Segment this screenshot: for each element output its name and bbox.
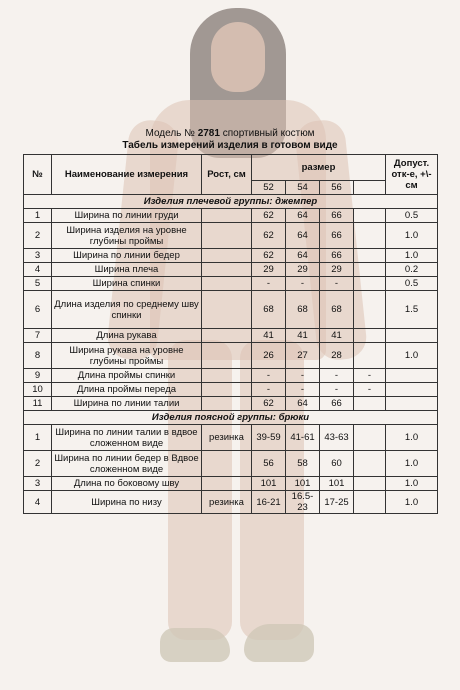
model-number: 2781 [197,128,220,139]
row-size-extra: - [354,369,386,383]
table-row [24,425,438,451]
row-size-54: - [286,383,320,397]
row-size-54: 64 [286,209,320,223]
row-height [202,249,252,263]
row-size-56: 17-25 [320,491,354,514]
row-size-52: - [252,277,286,291]
row-size-52: 16-21 [252,491,286,514]
row-tolerance: 1.0 [386,343,438,369]
table-row [24,451,438,477]
row-height [202,263,252,277]
row-size-54: - [286,277,320,291]
row-size-extra [354,263,386,277]
row-number: 6 [24,291,52,329]
row-name: Ширина спинки [52,277,202,291]
row-size-54: 41 [286,329,320,343]
row-size-extra [354,209,386,223]
row-size-extra [354,425,386,451]
row-size-56: 66 [320,249,354,263]
row-size-54: 101 [286,477,320,491]
row-number: 4 [24,491,52,514]
row-size-54: 68 [286,291,320,329]
row-tolerance: 1.0 [386,249,438,263]
row-number: 3 [24,477,52,491]
row-tolerance: 1.0 [386,477,438,491]
model-face [211,22,265,92]
model-name: спортивный костюм [222,128,315,139]
row-height [202,277,252,291]
row-name: Ширина по линии талии в вдвое сложенном виде [52,425,202,451]
row-number: 4 [24,263,52,277]
row-size-52: 39-59 [252,425,286,451]
row-size-56: 101 [320,477,354,491]
row-height [202,209,252,223]
row-height: резинка [202,491,252,514]
row-tolerance: 1.0 [386,425,438,451]
row-name: Длина проймы переда [52,383,202,397]
table-row [24,263,438,277]
row-size-56: 66 [320,397,354,411]
measurement-table [23,154,438,514]
table-row [24,209,438,223]
row-size-52: 62 [252,223,286,249]
row-tolerance [386,397,438,411]
row-tolerance: 1.0 [386,451,438,477]
row-number: 8 [24,343,52,369]
header-size-52: 52 [252,181,286,195]
row-size-56: 60 [320,451,354,477]
row-tolerance [386,383,438,397]
row-name: Длина изделия по среднему шву спинки [52,291,202,329]
row-size-extra [354,277,386,291]
row-size-52: 26 [252,343,286,369]
row-name: Ширина изделия на уровне глубины проймы [52,223,202,249]
row-height [202,383,252,397]
row-size-extra [354,491,386,514]
row-height [202,397,252,411]
section-top-title: Изделия плечевой группы: джемпер [24,195,438,209]
table-row [24,291,438,329]
row-size-52: 62 [252,397,286,411]
row-size-56: 68 [320,291,354,329]
row-number: 10 [24,383,52,397]
row-size-56: 29 [320,263,354,277]
model-shoe-right [244,624,314,662]
row-number: 9 [24,369,52,383]
table-row [24,397,438,411]
row-height [202,477,252,491]
header-tolerance: Допуст. отк-е, +\-см [386,155,438,195]
section-bottom [24,411,438,425]
row-size-52: 41 [252,329,286,343]
row-size-54: 64 [286,397,320,411]
row-size-52: - [252,369,286,383]
measurement-sheet [23,128,437,514]
row-size-56: - [320,277,354,291]
header-size-54: 54 [286,181,320,195]
header-size: размер [252,155,386,181]
row-size-52: 29 [252,263,286,277]
row-number: 3 [24,249,52,263]
row-size-52: 101 [252,477,286,491]
row-size-56: 66 [320,223,354,249]
row-size-54: 58 [286,451,320,477]
row-size-extra [354,329,386,343]
header-size-extra [354,181,386,195]
row-height [202,223,252,249]
table-row [24,491,438,514]
row-size-52: 62 [252,249,286,263]
row-number: 11 [24,397,52,411]
row-number: 1 [24,209,52,223]
table-row [24,477,438,491]
row-size-54: 16.5-23 [286,491,320,514]
row-tolerance: 1.5 [386,291,438,329]
table-row [24,249,438,263]
row-name: Длина рукава [52,329,202,343]
header-size-56: 56 [320,181,354,195]
row-height [202,291,252,329]
row-name: Ширина по линии талии [52,397,202,411]
row-size-54: 64 [286,249,320,263]
row-size-extra [354,223,386,249]
row-size-54: - [286,369,320,383]
row-number: 2 [24,223,52,249]
row-tolerance [386,369,438,383]
row-height [202,451,252,477]
row-size-extra [354,343,386,369]
row-size-56: - [320,369,354,383]
row-size-54: 64 [286,223,320,249]
row-size-52: 56 [252,451,286,477]
row-name: Ширина по линии бедер [52,249,202,263]
row-tolerance: 1.0 [386,223,438,249]
row-height [202,369,252,383]
row-size-54: 27 [286,343,320,369]
row-number: 1 [24,425,52,451]
row-size-extra [354,397,386,411]
row-size-56: 66 [320,209,354,223]
row-number: 5 [24,277,52,291]
section-bottom-title: Изделия поясной группы: брюки [24,411,438,425]
table-row [24,369,438,383]
row-height [202,343,252,369]
row-size-extra [354,249,386,263]
row-height [202,329,252,343]
header-number: № [24,155,52,195]
row-name: Длина проймы спинки [52,369,202,383]
row-name: Ширина по низу [52,491,202,514]
model-prefix: Модель № [145,128,195,139]
row-size-extra: - [354,383,386,397]
row-size-56: 43-63 [320,425,354,451]
row-size-56: - [320,383,354,397]
row-size-extra [354,477,386,491]
row-name: Ширина по линии бедер в Вдвое сложенном виде [52,451,202,477]
row-size-54: 29 [286,263,320,277]
row-size-52: - [252,383,286,397]
row-tolerance [386,329,438,343]
row-size-extra [354,451,386,477]
row-tolerance: 1.0 [386,491,438,514]
row-name: Длина по боковому шву [52,477,202,491]
model-shoe-left [160,628,230,662]
table-header-row-1 [24,155,438,181]
row-size-56: 28 [320,343,354,369]
row-tolerance: 0.5 [386,209,438,223]
sheet-subtitle: Табель измерений изделия в готовом виде [122,140,338,151]
table-row [24,383,438,397]
table-row [24,277,438,291]
row-number: 7 [24,329,52,343]
row-tolerance: 0.5 [386,277,438,291]
row-name: Ширина по линии груди [52,209,202,223]
row-name: Ширина рукава на уровне глубины проймы [52,343,202,369]
row-height: резинка [202,425,252,451]
header-height: Рост, см [202,155,252,195]
row-size-56: 41 [320,329,354,343]
section-top [24,195,438,209]
table-row [24,223,438,249]
row-tolerance: 0.2 [386,263,438,277]
table-row [24,343,438,369]
row-size-52: 68 [252,291,286,329]
row-number: 2 [24,451,52,477]
header-name: Наименование измерения [52,155,202,195]
row-size-52: 62 [252,209,286,223]
model-title [23,128,437,140]
row-name: Ширина плеча [52,263,202,277]
row-size-54: 41-61 [286,425,320,451]
row-size-extra [354,291,386,329]
table-row [24,329,438,343]
